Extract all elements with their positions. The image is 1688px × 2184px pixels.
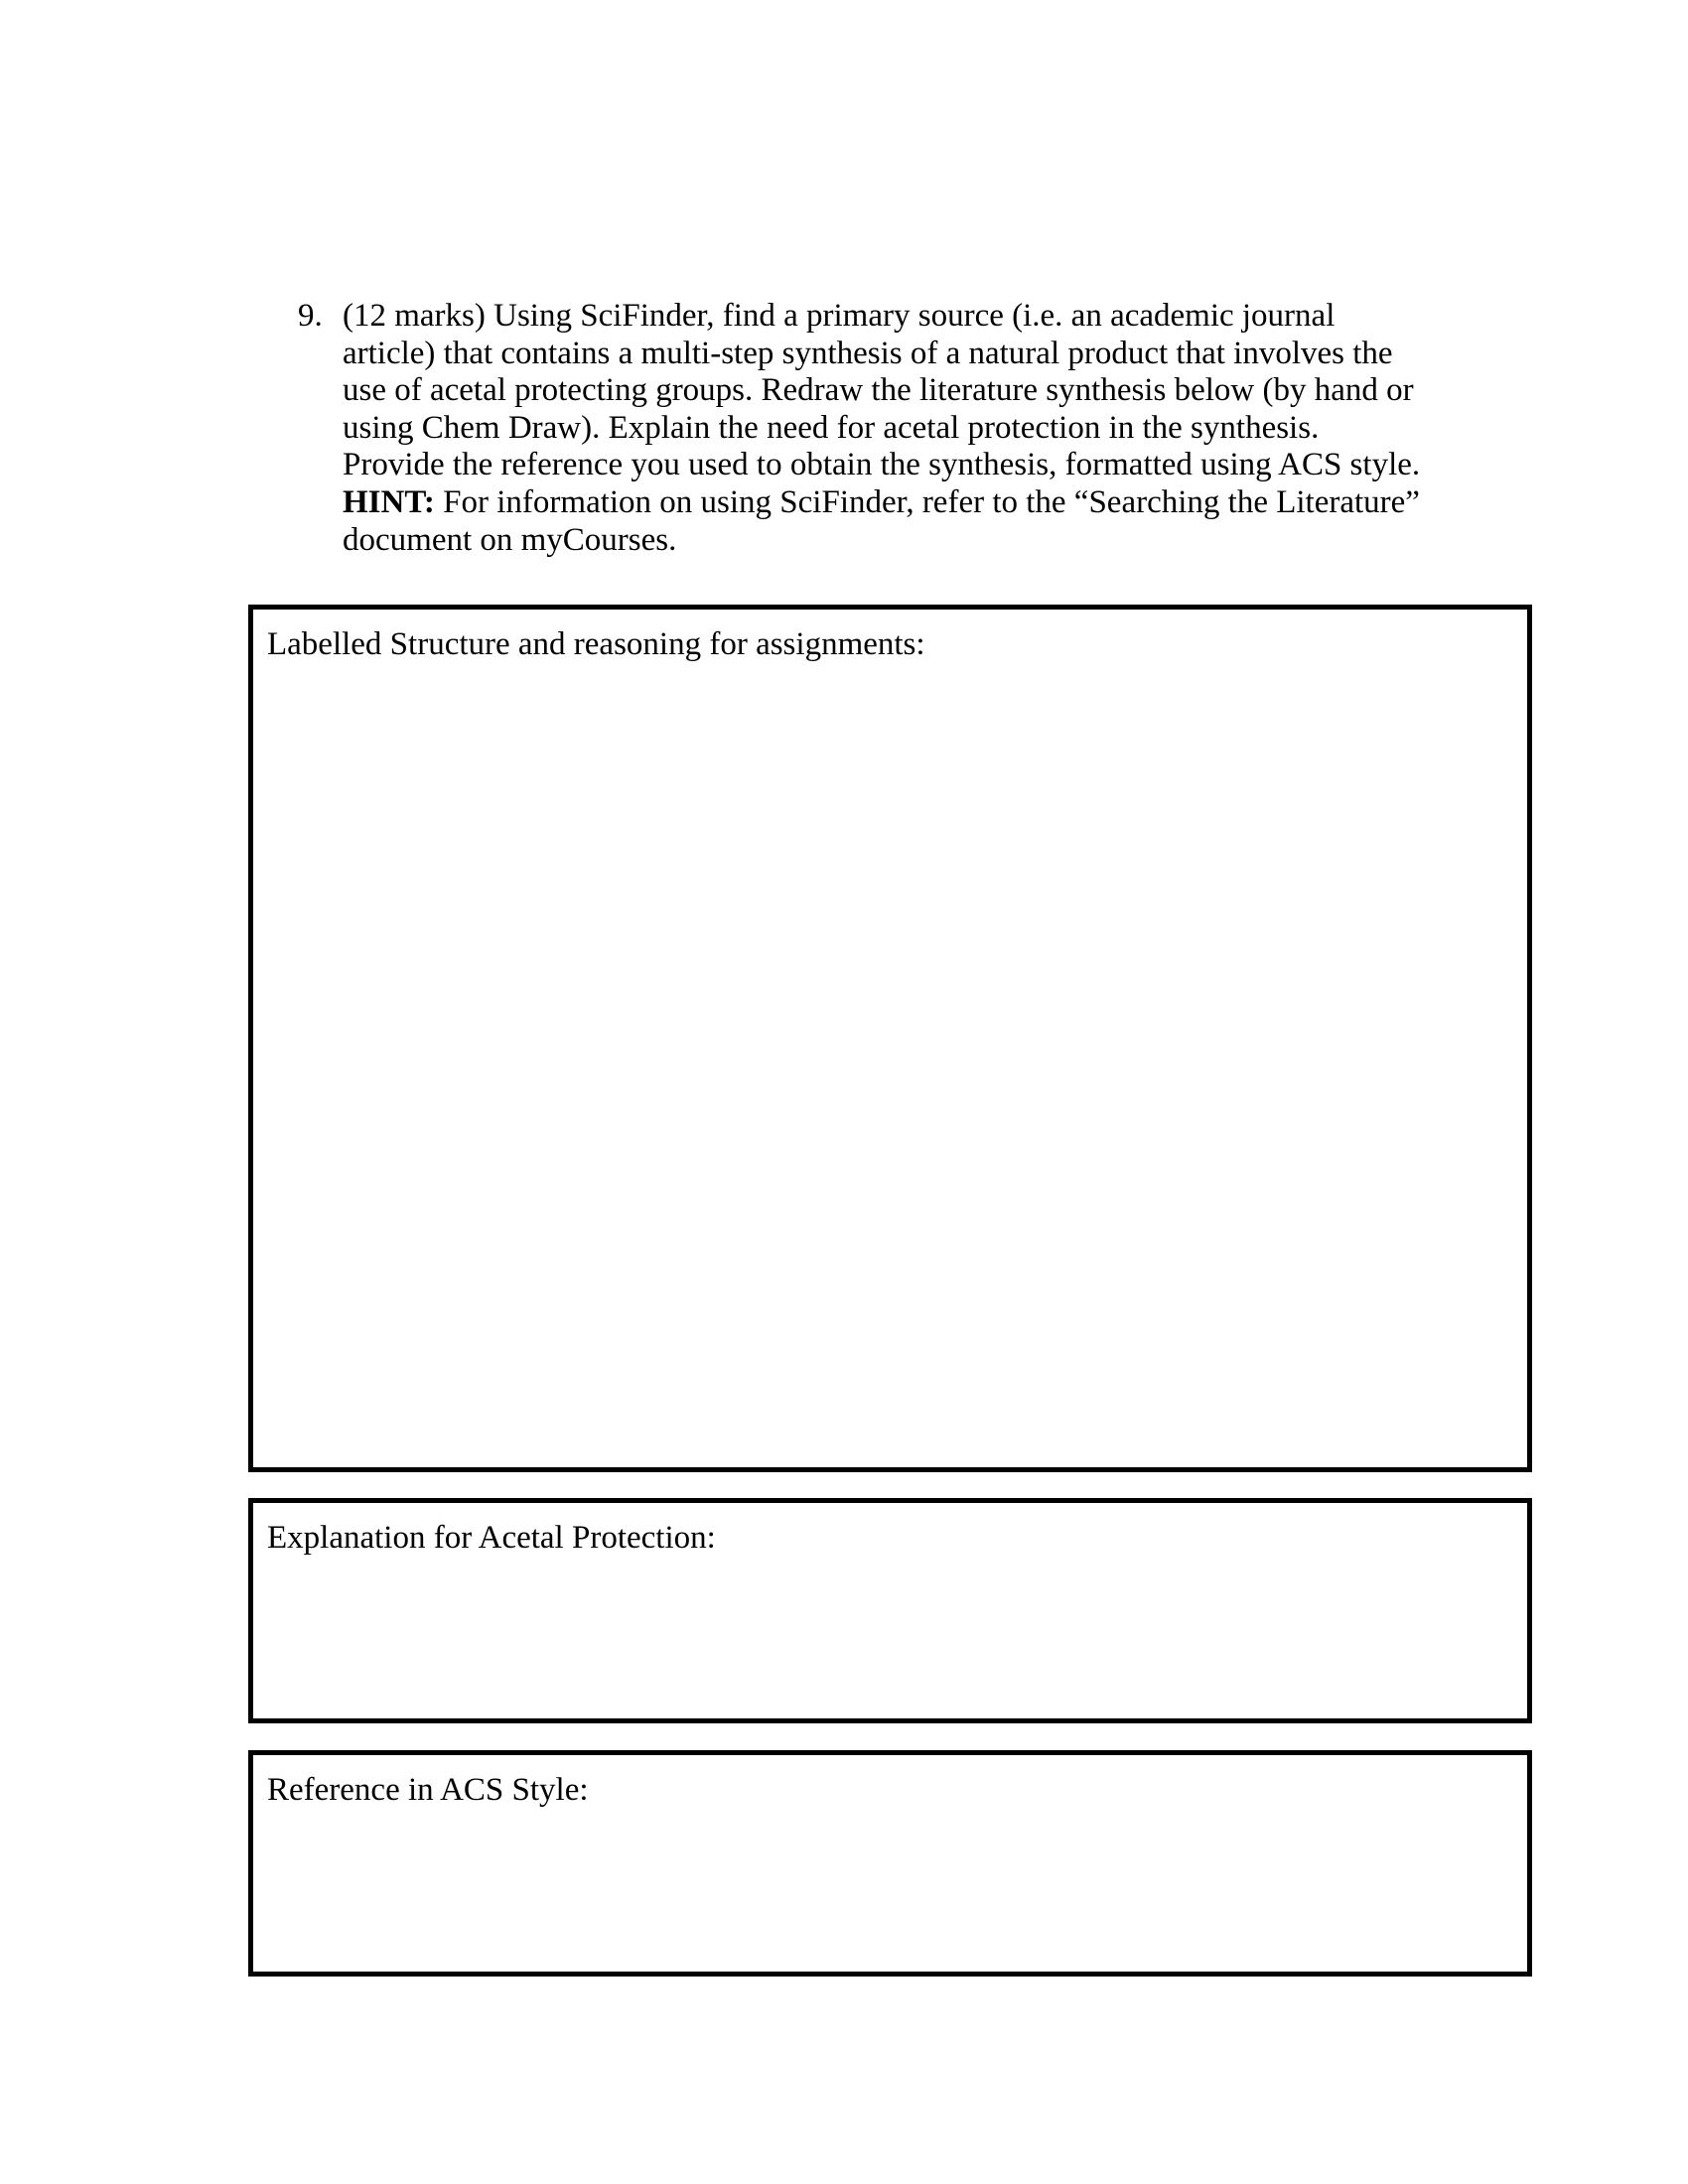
labelled-structure-answer-box (248, 605, 1532, 1472)
acs-reference-answer-box (248, 1750, 1532, 1977)
hint-label: HINT: (343, 483, 435, 520)
acs-reference-box-label: Reference in ACS Style: (267, 1772, 589, 1808)
question-line: using Chem Draw). Explain the need for acetal protection in the synthesis. (343, 409, 1320, 446)
question-line: (12 marks) Using SciFinder, find a primary source (i.e. an academic journal (343, 298, 1336, 334)
question-hint-line (343, 484, 1420, 522)
question-line: Provide the reference you used to obtain the synthesis, formatted using ACS style. (343, 447, 1421, 483)
question-text (343, 298, 1420, 559)
question-block (298, 298, 1420, 559)
labelled-structure-box-label: Labelled Structure and reasoning for assignments: (267, 626, 925, 662)
question-number: 9. (298, 298, 323, 334)
question-closing-line: document on myCourses. (343, 521, 677, 558)
acetal-protection-explanation-box-label: Explanation for Acetal Protection: (267, 1520, 716, 1556)
question-line: article) that contains a multi-step synthesis of a natural product that involves the (343, 335, 1393, 371)
question-line: use of acetal protecting groups. Redraw the literature synthesis below (by hand or (343, 372, 1414, 409)
hint-text: For information on using SciFinder, refer to the “Searching the Literature” (434, 483, 1420, 520)
acetal-protection-explanation-answer-box (248, 1498, 1532, 1723)
